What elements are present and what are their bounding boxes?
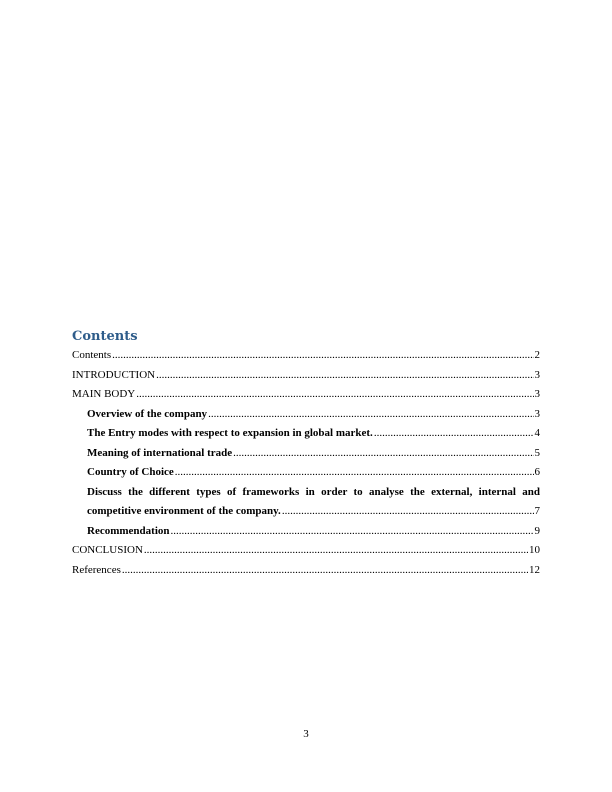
- toc-leader-dots: [144, 544, 528, 558]
- toc-entry-label: MAIN BODY: [72, 388, 136, 400]
- toc-entry-label: Country of Choice: [87, 466, 174, 478]
- page-number: 3: [303, 728, 309, 740]
- toc-entry-main-body[interactable]: [72, 385, 540, 405]
- toc-entry-page: 6: [534, 466, 540, 478]
- toc-entry-introduction[interactable]: [72, 366, 540, 386]
- toc-entry-label: Contents: [72, 349, 112, 361]
- toc-leader-dots: [156, 369, 533, 383]
- toc-entry-label: The Entry modes with respect to expansion in global market.: [87, 427, 373, 439]
- toc-entry-page: 7: [534, 505, 540, 517]
- toc-entry-page: 9: [534, 524, 540, 537]
- toc-entry-frameworks[interactable]: [87, 483, 540, 522]
- toc-entry-international-trade[interactable]: [87, 444, 540, 464]
- toc-entry-page: 4: [534, 427, 540, 439]
- toc-leader-dots: [233, 447, 533, 461]
- toc-entry-label: Meaning of international trade: [87, 446, 233, 459]
- toc-leader-dots: [136, 388, 533, 402]
- toc-heading: Contents: [72, 329, 138, 344]
- toc-entry-page: 3: [534, 407, 540, 420]
- toc-entry-page: 10: [529, 544, 540, 556]
- toc-leader-dots: [282, 505, 534, 519]
- toc-entry-overview[interactable]: [87, 405, 540, 425]
- toc-entry-page: 2: [534, 349, 540, 361]
- table-of-contents: [72, 328, 540, 580]
- toc-entry-conclusion[interactable]: [72, 541, 540, 561]
- toc-entry-page: 5: [534, 446, 540, 459]
- toc-entry-country-of-choice[interactable]: [87, 463, 540, 483]
- toc-entry-label-line1: Discuss the different types of frameworks in order to analyse the external, internal and: [87, 485, 540, 498]
- toc-entry-page: 12: [529, 563, 540, 576]
- toc-leader-dots: [175, 466, 534, 480]
- toc-entry-entry-modes[interactable]: [87, 424, 540, 444]
- toc-entry-references[interactable]: [72, 561, 540, 581]
- toc-entry-contents[interactable]: [72, 346, 540, 366]
- toc-entry-page: 3: [534, 388, 540, 400]
- toc-leader-dots: [374, 427, 534, 441]
- toc-leader-dots: [208, 408, 533, 422]
- toc-entry-label: Recommendation: [87, 524, 170, 537]
- toc-entry-recommendation[interactable]: [87, 522, 540, 542]
- toc-entry-label: Overview of the company: [87, 407, 208, 420]
- toc-entry-label: CONCLUSION: [72, 544, 143, 556]
- toc-leader-dots: [171, 525, 534, 539]
- toc-leader-dots: [112, 349, 533, 363]
- toc-entry-label: INTRODUCTION: [72, 368, 156, 381]
- toc-entry-label-line2: competitive environment of the company.: [87, 505, 281, 517]
- toc-entry-page: 3: [534, 368, 540, 381]
- toc-entry-label: References: [72, 563, 121, 576]
- toc-leader-dots: [122, 564, 528, 578]
